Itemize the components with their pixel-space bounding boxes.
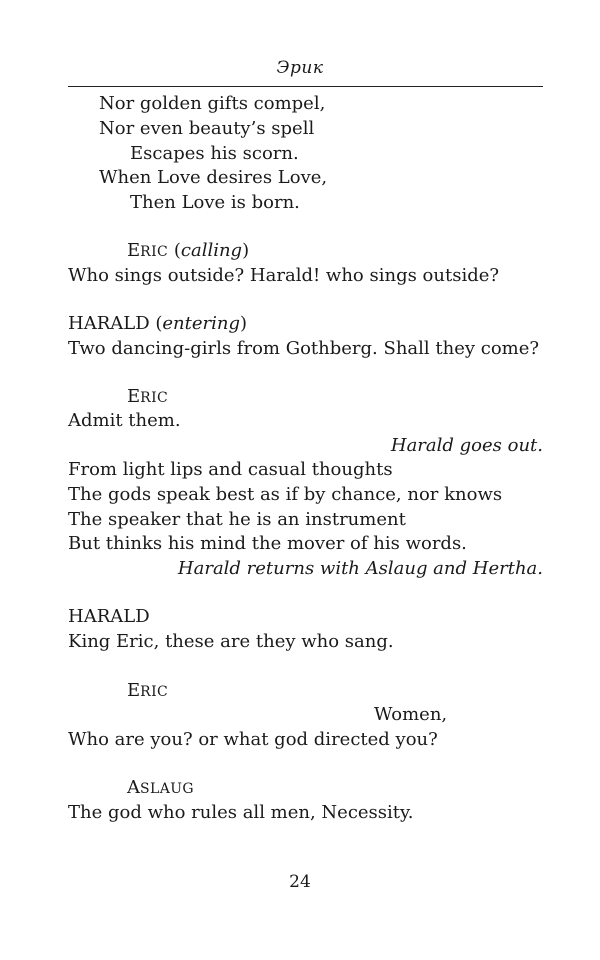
verse-line: When Love desires Love, (99, 167, 328, 188)
paren-close: ) (240, 313, 248, 334)
speaker-heading (127, 777, 194, 800)
verse-line: Escapes his scorn. (130, 143, 299, 164)
dialogue-line: Who are you? or what god directed you? (68, 729, 438, 750)
dialogue-line: The speaker that he is an instrument (68, 509, 406, 530)
speaker-rest: RIC (140, 684, 169, 700)
stage-direction: entering (162, 313, 240, 334)
verse-line: Nor even beauty’s spell (99, 118, 315, 139)
paren-open: ( (149, 313, 163, 334)
dialogue-line: The god who rules all men, Necessity. (68, 802, 414, 823)
dialogue-line: Two dancing-girls from Gothberg. Shall they come? (68, 338, 540, 359)
speaker-heading (127, 240, 249, 263)
speaker-initial: E (127, 240, 141, 261)
speaker-initial: A (127, 777, 140, 798)
dialogue-line: Women, (374, 704, 448, 725)
running-head: Эрик (276, 58, 324, 78)
stage-direction: Harald returns with Aslaug and Hertha. (177, 558, 543, 579)
stage-direction: Harald goes out. (390, 435, 543, 456)
verse-line: Nor golden gifts compel, (99, 93, 326, 114)
dialogue-line: King Eric, these are they who sang. (68, 631, 394, 652)
page-number: 24 (289, 872, 311, 892)
dialogue-line: The gods speak best as if by chance, nor knows (68, 484, 503, 505)
header-rule (68, 86, 543, 87)
dialogue-line: Who sings outside? Harald! who sings outside? (68, 265, 500, 286)
speaker-heading (68, 313, 247, 335)
speaker-rest: RIC (140, 390, 169, 406)
speaker-rest: RIC (140, 244, 169, 260)
dialogue-line: Admit them. (68, 410, 181, 431)
verse-line: Then Love is born. (130, 192, 300, 213)
speaker-heading (127, 680, 168, 703)
speaker-name: HARALD (68, 313, 150, 334)
paren-close: ) (242, 240, 250, 261)
stage-direction: calling (180, 240, 243, 261)
dialogue-line: From light lips and casual thoughts (68, 459, 393, 480)
speaker-heading: HARALD (68, 606, 150, 627)
paren-open: ( (168, 240, 181, 261)
speaker-heading (127, 386, 168, 409)
speaker-initial: E (127, 386, 141, 407)
dialogue-line: But thinks his mind the mover of his words. (68, 533, 467, 554)
speaker-initial: E (127, 680, 141, 701)
speaker-rest: SLAUG (140, 781, 194, 797)
